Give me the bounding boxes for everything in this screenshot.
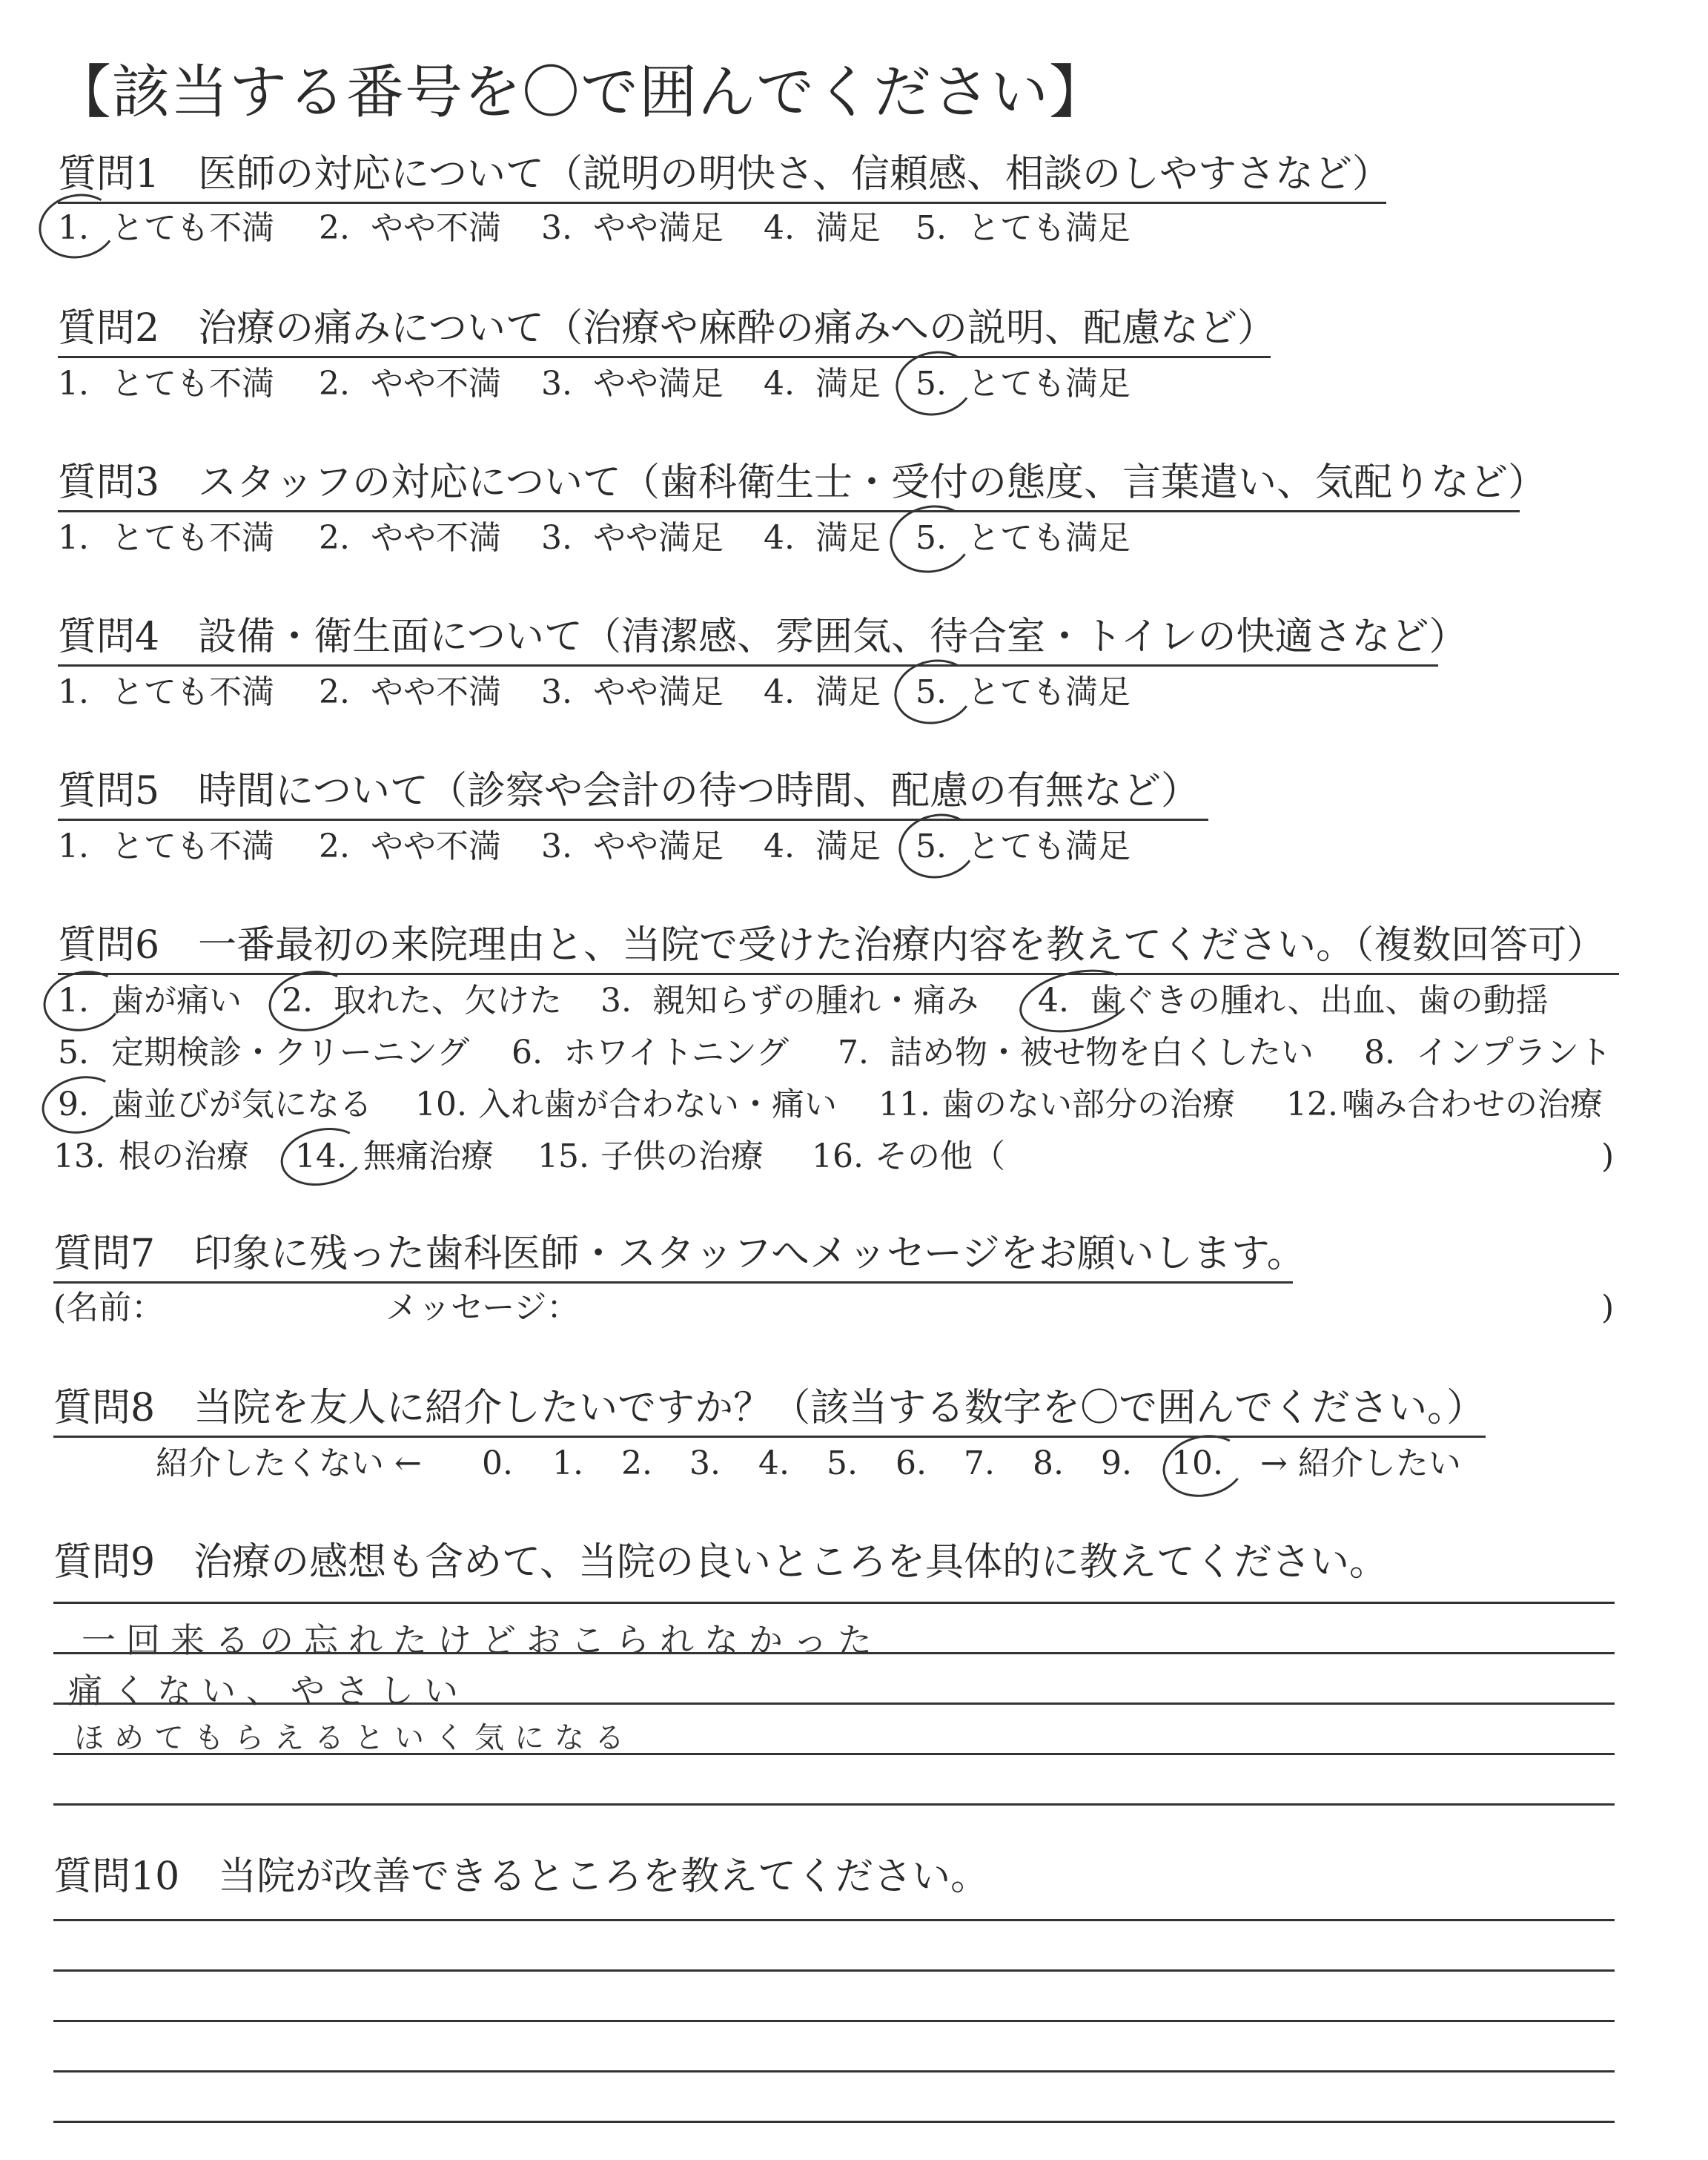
q10-answer-line-5 (53, 2121, 1615, 2123)
q6-opt-1-num[interactable]: 1. (58, 982, 89, 1020)
q3-opt-5-num[interactable]: 5. (916, 519, 947, 557)
q6-opt-14-label[interactable]: 無痛治療 (363, 1137, 494, 1175)
q5-opt-1-label[interactable]: とても不満 (111, 828, 274, 865)
q4-title: 質問4 設備・衛生面について（清潔感、雰囲気、待合室・トイレの快適さなど） (58, 615, 1468, 659)
q5-title-underline (58, 819, 1208, 821)
q5-opt-3-num[interactable]: 3. (541, 828, 572, 865)
q4-opt-4-label[interactable]: 満足 (815, 673, 881, 711)
q5-opt-5-label[interactable]: とても満足 (967, 828, 1131, 865)
q7-title-underline (53, 1281, 1293, 1284)
q6-opt-10-label[interactable]: 入れ歯が合わない・痛い (478, 1086, 837, 1123)
q10-answer-line-1 (53, 1919, 1615, 1921)
q7-message-label: メッセージ： (385, 1289, 580, 1327)
q8-opt-4[interactable]: 4. (758, 1444, 790, 1482)
q10-answer-area[interactable] (53, 1925, 1615, 2118)
q4-opt-1-num[interactable]: 1. (58, 673, 89, 711)
q2-title: 質問2 治療の痛みについて（治療や麻酔の痛みへの説明、配慮など） (58, 306, 1277, 351)
q1-opt-2-num[interactable]: 2. (319, 209, 350, 247)
q3-opt-2-num[interactable]: 2. (319, 519, 350, 557)
q5-opt-4-label[interactable]: 満足 (815, 828, 881, 865)
q7-close-paren: ) (1601, 1289, 1615, 1327)
q6-opt-16-label[interactable]: その他（ (875, 1137, 1005, 1175)
q3-opt-4-label[interactable]: 満足 (815, 519, 881, 557)
q5-opt-2-label[interactable]: やや不満 (371, 828, 501, 865)
q6-other-close-paren: ) (1601, 1137, 1615, 1175)
q2-opt-2-num[interactable]: 2. (319, 365, 350, 403)
q4-opt-4-num[interactable]: 4. (764, 673, 795, 711)
q6-opt-12-num[interactable]: 12. (1286, 1086, 1338, 1123)
q6-opt-8-num[interactable]: 8. (1364, 1034, 1395, 1071)
q6-opt-15-num[interactable]: 15. (537, 1137, 589, 1175)
q5-title: 質問5 時間について（診察や会計の待つ時間、配慮の有無など） (58, 769, 1200, 813)
q6-opt-14-num[interactable]: 14. (295, 1137, 347, 1175)
q8-opt-7[interactable]: 7. (964, 1444, 995, 1482)
q6-opt-1-label[interactable]: 歯が痛い (111, 982, 242, 1020)
q6-opt-9-label[interactable]: 歯並びが気になる (111, 1086, 372, 1123)
q6-opt-12-label[interactable]: 噛み合わせの治療 (1342, 1086, 1603, 1123)
q6-opt-4-num[interactable]: 4. (1038, 982, 1069, 1020)
q1-opt-3-num[interactable]: 3. (541, 209, 572, 247)
q2-title-underline (58, 356, 1271, 358)
q3-title-underline (58, 510, 1520, 512)
q6-opt-5-num[interactable]: 5. (58, 1034, 89, 1071)
q6-opt-7-num[interactable]: 7. (838, 1034, 869, 1071)
q7-name-label: (名前： (53, 1289, 165, 1327)
q8-opt-1[interactable]: 1. (552, 1444, 583, 1482)
q4-opt-2-num[interactable]: 2. (319, 673, 350, 711)
q3-opt-2-label[interactable]: やや不満 (371, 519, 501, 557)
q6-opt-3-label[interactable]: 親知らずの腫れ・痛み (652, 982, 979, 1020)
q8-opt-0[interactable]: 0. (482, 1444, 513, 1482)
q1-title-underline (58, 202, 1386, 204)
q3-opt-1-label[interactable]: とても不満 (111, 519, 274, 557)
q6-opt-11-label[interactable]: 歯のない部分の治療 (941, 1086, 1235, 1123)
q8-left-label: 紹介したくない ← (156, 1444, 422, 1482)
q1-opt-4-num[interactable]: 4. (764, 209, 795, 247)
q6-opt-16-num[interactable]: 16. (812, 1137, 864, 1175)
q6-opt-6-label[interactable]: ホワイトニング (563, 1034, 790, 1071)
q5-opt-5-num[interactable]: 5. (916, 828, 947, 865)
q9-title: 質問9 治療の感想も含めて、当院の良いところを具体的に教えてください。 (53, 1540, 1388, 1585)
q1-title: 質問1 医師の対応について（説明の明快さ、信頼感、相談のしやすさなど） (58, 152, 1391, 196)
q10-title: 質問10 当院が改善できるところを教えてください。 (53, 1855, 990, 1899)
q3-title: 質問3 スタッフの対応について（歯科衛生士・受付の態度、言葉遣い、気配りなど） (58, 460, 1547, 505)
q6-opt-4-label[interactable]: 歯ぐきの腫れ、出血、歯の動揺 (1090, 982, 1549, 1020)
q4-opt-5-label[interactable]: とても満足 (967, 673, 1131, 711)
q3-opt-4-num[interactable]: 4. (764, 519, 795, 557)
q2-opt-5-label[interactable]: とても満足 (967, 365, 1131, 403)
q8-title: 質問8 当院を友人に紹介したいですか？（該当する数字を〇で囲んでください。） (53, 1386, 1486, 1430)
q8-opt-10[interactable]: 10. (1171, 1444, 1223, 1482)
q2-opt-4-label[interactable]: 満足 (815, 365, 881, 403)
q2-opt-1-num[interactable]: 1. (58, 365, 89, 403)
q3-opt-1-num[interactable]: 1. (58, 519, 89, 557)
q2-opt-3-label[interactable]: やや満足 (593, 365, 724, 403)
q4-opt-5-num[interactable]: 5. (916, 673, 947, 711)
q4-opt-3-label[interactable]: やや満足 (593, 673, 724, 711)
q4-title-underline (58, 664, 1438, 667)
q7-title: 質問7 印象に残った歯科医師・スタッフへメッセージをお願いします。 (53, 1232, 1305, 1276)
q9-handwritten-answer-1: 一回来るの忘れたけどおこられなかった (82, 1620, 882, 1660)
q5-opt-4-num[interactable]: 4. (764, 828, 795, 865)
q3-opt-3-label[interactable]: やや満足 (593, 519, 724, 557)
q7-name-field[interactable] (185, 1286, 371, 1330)
q5-opt-3-label[interactable]: やや満足 (593, 828, 724, 865)
q6-opt-9-num[interactable]: 9. (58, 1086, 89, 1123)
q6-opt-7-label[interactable]: 詰め物・被せ物を白くしたい (890, 1034, 1314, 1071)
q8-title-underline (53, 1436, 1486, 1438)
q6-opt-8-label[interactable]: インプラント (1416, 1034, 1612, 1071)
form-instruction-header: 【該当する番号を〇で囲んでください】 (53, 59, 1108, 126)
q8-right-label: → 紹介したい (1260, 1444, 1461, 1482)
q1-opt-1-num[interactable]: 1. (58, 209, 89, 247)
q1-opt-3-label[interactable]: やや満足 (593, 209, 724, 247)
q9-handwritten-answer-2: 痛くない、やさしい (68, 1671, 469, 1711)
q9-handwritten-answer-3: ほめてもらえるといく気になる (74, 1721, 635, 1755)
q2-opt-4-num[interactable]: 4. (764, 365, 795, 403)
q6-opt-13-num[interactable]: 13. (53, 1137, 105, 1175)
q9-answer-line-1 (53, 1602, 1615, 1604)
q8-selection-circle (1157, 1427, 1251, 1504)
q6-opt-3-num[interactable]: 3. (600, 982, 632, 1020)
q8-opt-9[interactable]: 9. (1101, 1444, 1132, 1482)
q2-opt-1-label[interactable]: とても不満 (111, 365, 274, 403)
q8-opt-6[interactable]: 6. (896, 1444, 927, 1482)
q6-opt-15-label[interactable]: 子供の治療 (600, 1137, 764, 1175)
q2-opt-5-num[interactable]: 5. (916, 365, 947, 403)
q9-answer-area[interactable] (53, 1608, 1615, 1800)
q6-opt-2-num[interactable]: 2. (282, 982, 313, 1020)
q6-title-underline (58, 973, 1619, 975)
q5-opt-2-num[interactable]: 2. (319, 828, 350, 865)
q6-selection-circle-14 (275, 1120, 369, 1193)
q8-opt-8[interactable]: 8. (1033, 1444, 1064, 1482)
q5-opt-1-num[interactable]: 1. (58, 828, 89, 865)
q1-opt-4-label[interactable]: 満足 (815, 209, 881, 247)
q6-opt-10-num[interactable]: 10. (415, 1086, 467, 1123)
q6-selection-circle-9 (36, 1069, 125, 1140)
q3-opt-5-label[interactable]: とても満足 (967, 519, 1131, 557)
q6-opt-5-label[interactable]: 定期検診・クリーニング (111, 1034, 470, 1071)
q7-message-field[interactable] (586, 1286, 1586, 1330)
q6-opt-11-num[interactable]: 11. (878, 1086, 930, 1123)
q6-opt-13-label[interactable]: 根の治療 (119, 1137, 249, 1175)
q1-opt-1-label[interactable]: とても不満 (111, 209, 274, 247)
q9-answer-line-5 (53, 1803, 1615, 1806)
q6-title: 質問6 一番最初の来院理由と、当院で受けた治療内容を教えてください。（複数回答可） (58, 923, 1606, 968)
q8-opt-3[interactable]: 3. (689, 1444, 721, 1482)
q1-opt-2-label[interactable]: やや不満 (371, 209, 501, 247)
q4-opt-3-num[interactable]: 3. (541, 673, 572, 711)
q8-opt-2[interactable]: 2. (621, 1444, 652, 1482)
q6-opt-2-label[interactable]: 取れた、欠けた (334, 982, 562, 1020)
q1-opt-5-num[interactable]: 5. (916, 209, 947, 247)
q8-opt-5[interactable]: 5. (827, 1444, 858, 1482)
q1-opt-5-label[interactable]: とても満足 (967, 209, 1131, 247)
q2-opt-3-num[interactable]: 3. (541, 365, 572, 403)
q3-opt-3-num[interactable]: 3. (541, 519, 572, 557)
q6-opt-6-num[interactable]: 6. (512, 1034, 543, 1071)
q2-opt-2-label[interactable]: やや不満 (371, 365, 501, 403)
q4-opt-1-label[interactable]: とても不満 (111, 673, 274, 711)
q4-opt-2-label[interactable]: やや不満 (371, 673, 501, 711)
